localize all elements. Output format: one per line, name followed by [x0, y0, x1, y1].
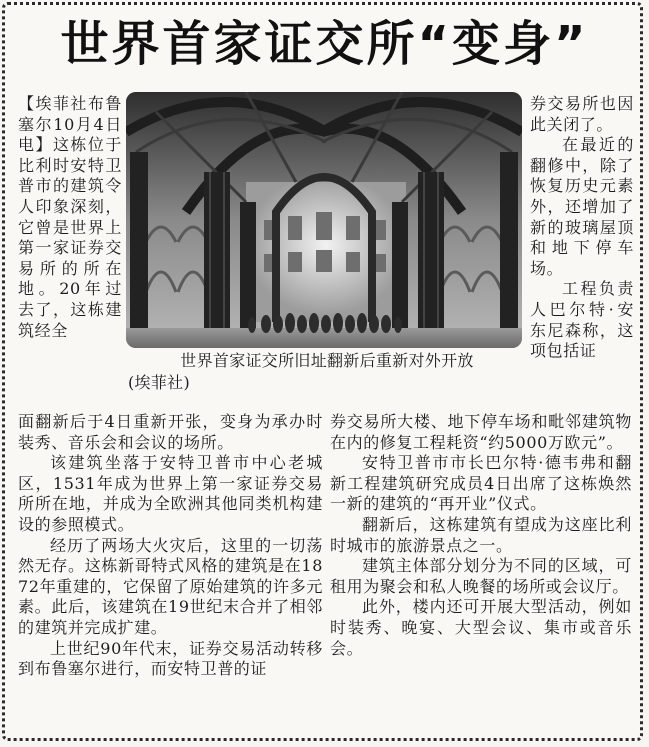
article-paragraph: 面翻新后于4日重新开张，变身为承办时装秀、音乐会和会议的场所。: [18, 412, 323, 452]
caption-text: 世界首家证交所旧址翻新后重新对外开放: [180, 351, 474, 370]
article-paragraph: 在最近的翻修中，除了恢复历史元素外，还增加了新的玻璃屋顶和地下停车场。: [530, 135, 634, 278]
article-paragraph: 券交易所大楼、地下停车场和毗邻建筑物在内的修复工程耗资“约5000万欧元”。: [330, 412, 632, 452]
article-right-top-column: [530, 94, 634, 362]
article-right-bottom-column: [330, 412, 632, 659]
article-paragraph: 建筑主体部分划分为不同的区域，可租用为聚会和私人晚餐的场所或会议厅。: [330, 556, 632, 596]
caption-credit: (埃菲社): [128, 373, 190, 392]
photo-caption: [128, 350, 526, 394]
article-left-bottom-column: [18, 412, 323, 680]
article-paragraph: 【埃菲社布鲁塞尔10月4日电】这栋位于比利时安特卫普市的建筑令人印象深刻，它曾是世界上第一家证券交易所的所在地。20年过去了，这栋建筑经全: [18, 94, 122, 340]
article-paragraph: 安特卫普市市长巴尔特·德韦弗和翻新工程建筑研究成员4日出席了这栋焕然一新的建筑的“再开业”仪式。: [330, 453, 632, 514]
headline: 世界首家证交所“变身”: [60, 16, 589, 72]
article-paragraph: 经历了两场大火灾后，这里的一切荡然无存。这栋新哥特式风格的建筑是在1872年重建的，它保留了原始建筑的许多元素。此后，该建筑在19世纪末合并了相邻的建筑并完成扩建。: [18, 535, 323, 637]
article-paragraph: 此外，楼内还可开展大型活动，例如时装秀、晚宴、大型会议、集市或音乐会。: [330, 597, 632, 658]
article-paragraph: 上世纪90年代末，证券交易活动转移到布鲁塞尔进行，而安特卫普的证: [18, 638, 323, 679]
article-lead-column: [18, 94, 122, 341]
article-paragraph: 券交易所也因此关闭了。: [530, 94, 634, 134]
hall-illustration: [126, 92, 522, 348]
article-paragraph: 工程负责人巴尔特·安东尼森称，这项包括证: [530, 279, 634, 361]
article-paragraph: 该建筑坐落于安特卫普市中心老城区，1531年成为世界上第一家证券交易所所在地，并成为全欧洲其他同类机构建设的参照模式。: [18, 453, 323, 534]
article-paragraph: 翻新后，这栋建筑有望成为这座比利时城市的旅游景点之一。: [330, 514, 632, 555]
photo-stock-exchange-hall: [126, 92, 522, 348]
